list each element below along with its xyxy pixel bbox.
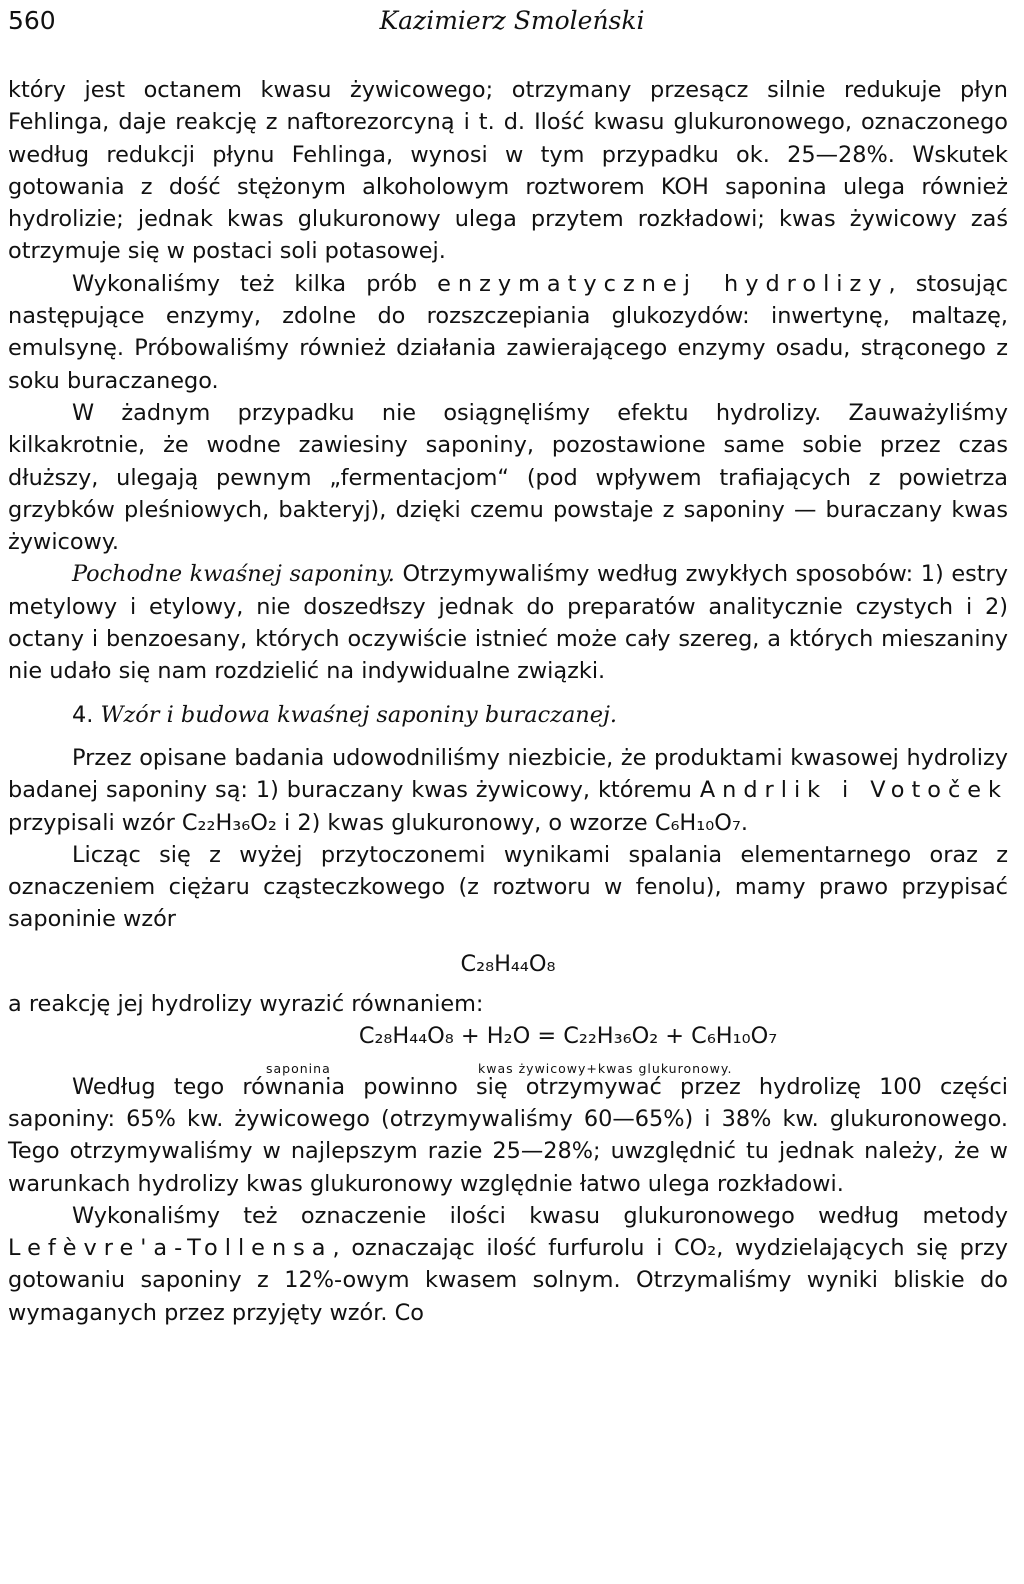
p5-start: Przez opisane badania udowodniliśmy niezbicie, że produktami kwasowej hydrolizy badanej saponiny są: 1) buraczany kwas żywicowy, któremu bbox=[8, 744, 1008, 804]
section-number: 4. bbox=[72, 701, 94, 728]
spaced-names: Andrlik i Votoček bbox=[699, 777, 1008, 804]
paragraph-5 bbox=[8, 742, 1008, 839]
paragraph-9 bbox=[8, 1200, 1008, 1329]
page-number: 560 bbox=[8, 6, 56, 35]
p9-rest: , oznaczając ilość furfurolu i CO₂, wydzielających się przy gotowaniu saponiny z 12%-owym kwasem solnym. Otrzymaliśmy wyniki bliskie do wymaganych przez przyjęty wzór. Co bbox=[8, 1235, 1008, 1326]
paragraph-7: a reakcję jej hydrolizy wyrazić równaniem: bbox=[8, 991, 484, 1018]
paragraph-1: który jest octanem kwasu żywicowego; otrzymany przesącz silnie redukuje płyn Fehlinga, daje reakcję z naftorezorcyną i t. d. Ilość kwasu glukuronowego, oznaczonego według redukcji płynu Fehlinga, wynosi w tym przypadku ok. 25—28%. Wskutek gotowania z dość stężonym alkoholowym roztworem KOH saponina ulega również hydrolizie; jednak kwas glukuronowy ulega przytem rozkładowi; kwas żywicowy zaś otrzymuje się w postaci soli potasowej. bbox=[8, 77, 1008, 265]
spaced-term-enzymatic-hydrolysis: enzymatycznej hydrolizy bbox=[437, 270, 889, 297]
equation-label-saponin: saponina bbox=[266, 1060, 331, 1076]
italic-heading: Pochodne kwaśnej saponiny. bbox=[72, 561, 395, 588]
paragraph-2 bbox=[8, 268, 1008, 397]
p2-start: Wykonaliśmy też kilka prób bbox=[72, 270, 418, 297]
p4-text: Otrzymywaliśmy według zwykłych sposobów: 1) estry metylowy i etylowy, nie doszedłszy jednak do preparatów analitycznie czystych i 2) octany i benzoesany, których oczywiście istnieć może cały szereg, a których mieszaniny nie udało się nam rozdzielić na indywidualne związki. bbox=[8, 561, 1009, 685]
equation-label-acids: kwas żywicowy+kwas glukuronowy. bbox=[478, 1060, 733, 1076]
paragraph-8: Według tego równania powinno się otrzymywać przez hydrolizę 100 części saponiny: 65% kw. żywicowego (otrzymywaliśmy 60—65%) i 38% kw. glukuronowego. Tego otrzymywaliśmy w najlepszym razie 25—28%; uwzględnić tu jednak należy, że w warunkach hydrolizy kwas glukuronowy względnie łatwo ulega rozkładowi. bbox=[8, 1073, 1008, 1197]
spaced-method-name: Lefèvre'a-Tollensa bbox=[8, 1235, 333, 1262]
page-header bbox=[8, 6, 1016, 40]
hydrolysis-equation: C₂₈H₄₄O₈ + H₂O = C₂₂H₃₆O₂ + C₆H₁₀O₇ bbox=[358, 1023, 778, 1050]
section-title: Wzór i budowa kwaśnej saponiny buraczanej. bbox=[100, 701, 618, 728]
paragraph-3: W żadnym przypadku nie osiągnęliśmy efektu hydrolizy. Zauważyliśmy kilkakrotnie, że wodne zawiesiny saponiny, pozostawione same sobie przez czas dłuższy, ulegają pewnym „fermentacjom“ (pod wpływem trafiających z powietrza grzybków pleśniowych, bakteryj), dzięki czemu powstaje z saponiny — buraczany kwas żywicowy. bbox=[8, 399, 1008, 556]
paragraph-6: Licząc się z wyżej przytoczonemi wynikami spalania elementarnego oraz z oznaczeniem ciężaru cząsteczkowego (z roztworu w fenolu), mamy prawo przypisać saponinie wzór bbox=[8, 841, 1008, 933]
equation-labels bbox=[8, 1053, 1008, 1076]
paragraph-4 bbox=[8, 558, 1008, 687]
running-title: Kazimierz Smoleński bbox=[379, 6, 645, 35]
p2-rest: , stosując następujące enzymy, zdolne do rozszczepiania glukozydów: inwertynę, maltazę, emulsynę. Próbowaliśmy również działania zawierającego enzymy osadu, strąconego z soku buraczanego. bbox=[8, 270, 1008, 394]
saponin-formula: C₂₈H₄₄O₈ bbox=[460, 950, 556, 977]
section-heading bbox=[8, 699, 1008, 731]
p5-rest: przypisali wzór C₂₂H₃₆O₂ i 2) kwas glukuronowy, o wzorze C₆H₁₀O₇. bbox=[8, 809, 748, 836]
p9-start: Wykonaliśmy też oznaczenie ilości kwasu glukuronowego według metody bbox=[72, 1202, 1008, 1229]
body-text bbox=[8, 74, 1008, 1329]
